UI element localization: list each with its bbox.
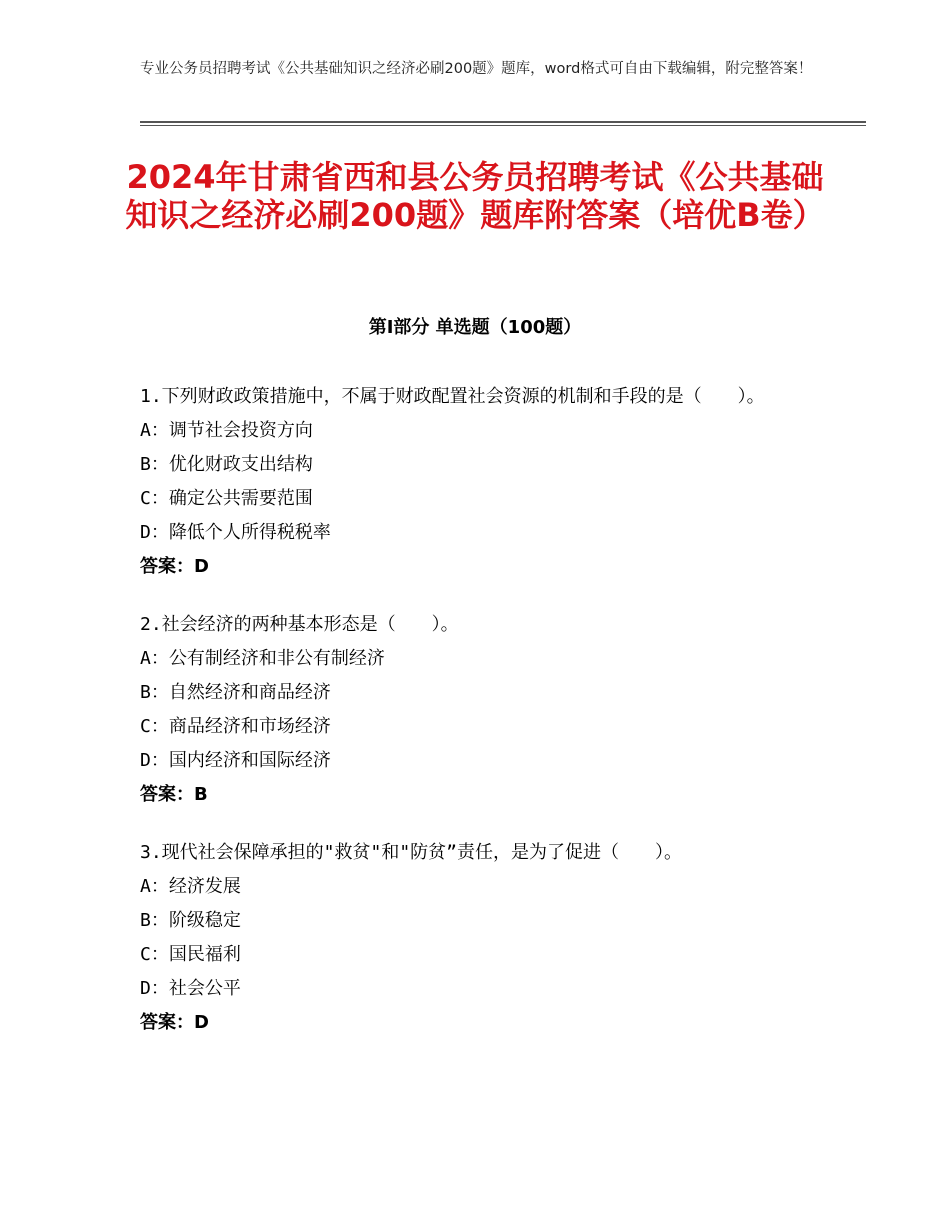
answer: 答案：B — [140, 784, 208, 805]
option-b: B：阶级稳定 — [140, 910, 241, 931]
option-c: C：商品经济和市场经济 — [140, 716, 331, 737]
option-b: B：优化财政支出结构 — [140, 454, 313, 475]
question-3 — [140, 839, 830, 1037]
option-a: A：经济发展 — [140, 876, 241, 897]
question-stem: 2.社会经济的两种基本形态是（ ）。 — [140, 614, 459, 635]
option-d: D：降低个人所得税税率 — [140, 522, 331, 543]
question-list — [140, 383, 830, 1067]
answer: 答案：D — [140, 556, 209, 577]
header-divider — [140, 121, 866, 126]
section-heading: 第Ⅰ部分 单选题（100题） — [368, 317, 582, 338]
option-d: D：国内经济和国际经济 — [140, 750, 331, 771]
question-2 — [140, 611, 830, 809]
option-d: D：社会公平 — [140, 978, 241, 999]
header-note: 专业公务员招聘考试《公共基础知识之经济必刷200题》题库，word格式可自由下载编辑，附完整答案！ — [140, 61, 813, 77]
question-stem: 1.下列财政政策措施中，不属于财政配置社会资源的机制和手段的是（ ）。 — [140, 386, 765, 407]
option-a: A：公有制经济和非公有制经济 — [140, 648, 385, 669]
option-c: C：确定公共需要范围 — [140, 488, 313, 509]
answer: 答案：D — [140, 1012, 209, 1033]
option-b: B：自然经济和商品经济 — [140, 682, 331, 703]
question-1 — [140, 383, 830, 581]
option-a: A：调节社会投资方向 — [140, 420, 313, 441]
document-title: 2024年甘肃省西和县公务员招聘考试《公共基础知识之经济必刷200题》题库附答案（培优B卷） — [125, 158, 825, 234]
option-c: C：国民福利 — [140, 944, 241, 965]
question-stem: 3.现代社会保障承担的"救贫"和"防贫”责任，是为了促进（ ）。 — [140, 842, 683, 863]
